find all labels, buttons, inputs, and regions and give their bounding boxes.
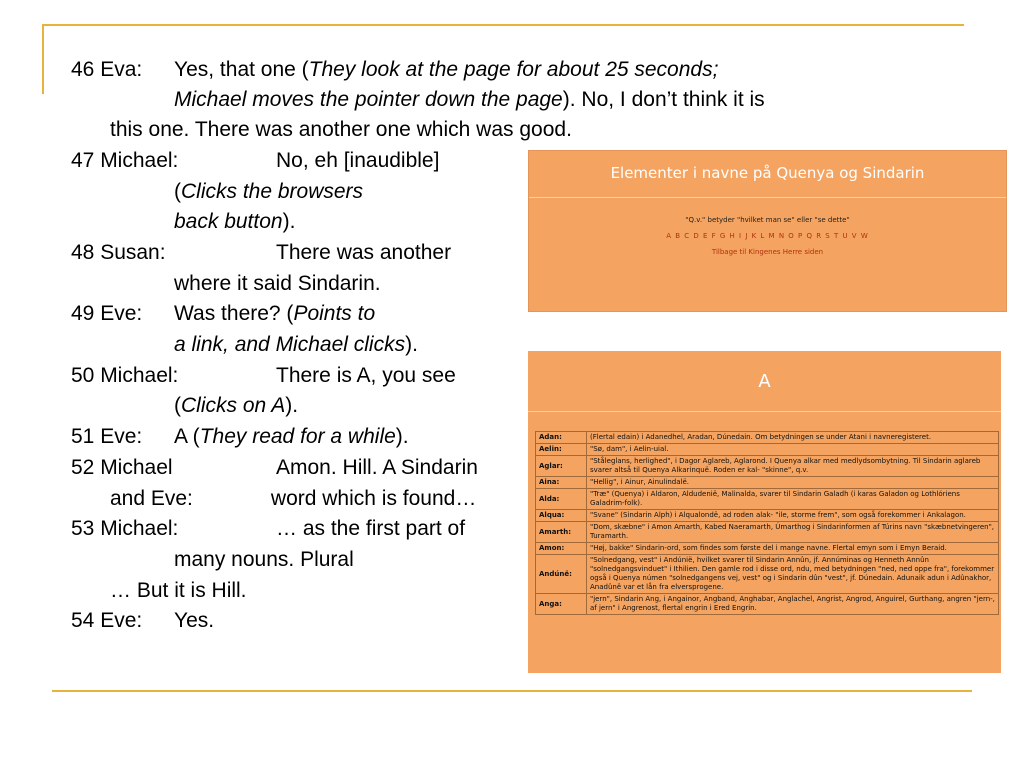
utterance-text [276,240,451,266]
speaker-label: 54 Eve: [71,609,143,632]
stage-direction: Michael moves the pointer down the page [174,88,563,111]
speech-text: ( [174,394,181,417]
left-accent-bar [42,24,44,94]
utterance-text [174,547,354,573]
speech-text: ). [285,394,299,417]
utterance-text [174,209,295,235]
stage-direction: Points to [293,302,376,325]
table-row [536,594,999,615]
speaker-label: 51 Eve: [71,425,143,448]
screenshot-letter-a-page [528,351,1001,673]
bottom-divider [52,690,972,692]
table-row [536,522,999,543]
utterance-text [174,271,381,297]
utterance-text [174,393,298,419]
back-link[interactable]: Tilbage til Kingenes Herre siden [711,248,824,256]
glossary-word: Alqua: [536,510,587,522]
speech-text: word which is found… [270,487,477,510]
speaker-label: 46 Eva: [71,58,143,81]
qv-note: "Q.v." betyder "hvilket man se" eller "se dette" [685,216,850,224]
speech-text: There is A, you see [276,364,456,387]
speaker-label: 50 Michael: [71,364,179,387]
glossary-word: Aelin: [536,444,587,456]
glossary-definition: "Træ" (Quenya) i Aldaron, Aldudenië, Malinalda, svarer til Sindarin Galadh (i karas Galadon og Lothlóriens Galadrim-folk). [587,489,999,510]
glossary-table [535,431,999,615]
glossary-word: Anga: [536,594,587,615]
table-row [536,555,999,594]
stage-direction: They read for a while [199,425,396,448]
speech-text: Yes, that one ( [174,58,309,81]
table-row [536,444,999,456]
speech-text: this one. There was another one which was good. [110,118,572,141]
table-row [536,543,999,555]
speaker-label: 47 Michael: [71,149,179,172]
glossary-definition: "Solnedgang, vest" i Andúnië, hvilket svarer til Sindarin Annûn, jf. Annúminas og Henneth Annûn "solnedgangsvinduet" i Ithilien. Den gamle rod i disse ord, ndu, med betydningen "ned, ned oppe fra", forekommer også i Quenya númen "solnedgangens vej, vest" og i Sindarin dûn "vest", jf. Dúnedain. Adunaik adun i Adûnakhor, Anadûnê var et lån fra elversprogene. [587,555,999,594]
glossary-definition: "jern", Sindarin Ang, i Angainor, Angband, Anghabar, Anglachel, Angrist, Angrod, Anguirel, Gurthang, angren "jern-, af jern" i Angrenost, flertal engrin i Ered Engrin. [587,594,999,615]
speech-text: Yes. [174,609,215,632]
stage-direction: They look at the page for about 25 seconds; [308,58,719,81]
table-row [536,510,999,522]
speech-text: … But it is Hill. [110,579,247,602]
speech-text: ). [395,425,409,448]
screenshot-index-page [528,150,1007,312]
speech-text: … as the first part of [276,517,466,540]
speech-text: ). No, I don’t think it is [562,88,765,111]
utterance-text [174,424,409,450]
table-row [536,456,999,477]
glossary-definition: "Ståleglans, herlighed", i Dagor Aglareb, Aglarond. I Quenya alkar med medlydsombytning. Til Sindarin aglareb svarer altså til Quenya Alkarinquë. Roden er kal- "skinne", q.v. [587,456,999,477]
utterance-text [110,578,247,604]
stage-direction: a link, and Michael clicks [174,333,406,356]
utterance-text [174,57,718,83]
glossary-word: Adan: [536,432,587,444]
speech-text: A ( [174,425,200,448]
utterance-text [276,455,478,481]
speech-text: ( [174,180,181,203]
glossary-word: Aglar: [536,456,587,477]
utterance-text [174,608,214,634]
speech-text: ). [282,210,296,233]
speech-text: where it said Sindarin. [174,272,381,295]
stage-direction: Clicks the browsers [181,180,364,203]
utterance-text [276,363,456,389]
index-page-title: Elementer i navne på Quenya og Sindarin [529,151,1006,198]
alphabet-links[interactable]: A B C D E F G H I J K L M N O P Q R S T U V W [666,232,869,240]
glossary-word: Aina: [536,477,587,489]
speech-text: There was another [276,241,452,264]
speech-text: many nouns. Plural [174,548,354,571]
table-row [536,477,999,489]
glossary-definition: "Høj, bakke" Sindarin-ord, som findes som første del i mange navne. Flertal emyn som i Emyn Beraid. [587,543,999,555]
utterance-text [174,332,418,358]
speech-text: Amon. Hill. A Sindarin [276,456,478,479]
glossary-definition: "Sø, dam", i Aelin-uial. [587,444,999,456]
utterance-text [174,87,765,113]
utterance-text [276,148,439,174]
stage-direction: back button [174,210,283,233]
speaker-label: 49 Eve: [71,302,143,325]
speaker-label: 48 Susan: [71,241,166,264]
glossary-word: Andúnë: [536,555,587,594]
speaker-label: 52 Michael [71,456,173,479]
glossary-word: Amarth: [536,522,587,543]
utterance-text [174,301,375,327]
glossary-word: Alda: [536,489,587,510]
utterance-text [110,486,476,512]
speech-text: ). [405,333,418,356]
glossary-word: Amon: [536,543,587,555]
utterance-text [110,117,572,143]
speaker-label: 53 Michael: [71,517,179,540]
glossary-definition: (Flertal edain) i Adanedhel, Aradan, Dúnedain. Om betydningen se under Atani i navneregisteret. [587,432,999,444]
utterance-text [276,516,465,542]
stage-direction: Clicks on A [181,394,286,417]
utterance-text [174,179,363,205]
speech-text: Was there? ( [174,302,294,325]
glossary-definition: "Dom, skæbne" i Amon Amarth, Kabed Naeramarth, Úmarthog i Sindarinformen af Túrins navn "skæbnetvingeren", Turamarth. [587,522,999,543]
glossary-definition: "Svane" (Sindarin Alph) i Alqualondë, ad roden alak- "ile, storme frem", som også forekommer i Ankalagon. [587,510,999,522]
top-divider [44,24,964,26]
speech-text: and Eve: [110,487,193,510]
speech-text: No, eh [inaudible] [276,149,440,172]
glossary-definition: "Hellig", i Ainur, Ainulindalë. [587,477,999,489]
letter-page-title: A [528,351,1001,412]
table-row [536,432,999,444]
table-row [536,489,999,510]
